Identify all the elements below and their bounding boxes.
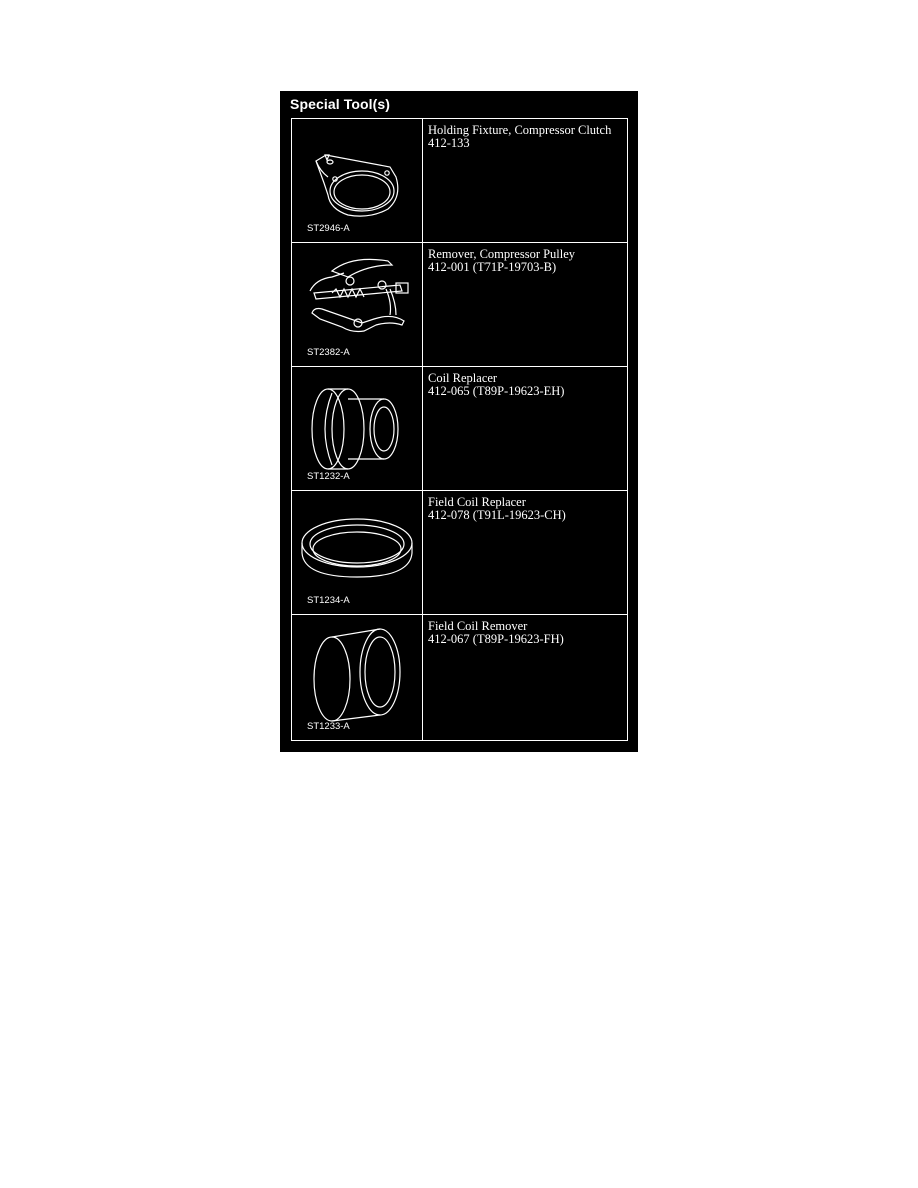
tool-image-cell — [292, 615, 423, 740]
tool-name: Remover, Compressor Pulley — [428, 247, 576, 261]
tool-part-number: 412-078 (T91L-19623-CH) — [428, 508, 566, 522]
panel-title: Special Tool(s) — [290, 96, 391, 112]
tool-row — [292, 243, 627, 367]
tool-code: ST1232-A — [307, 471, 350, 482]
tool-image-cell — [292, 367, 423, 490]
tool-description — [428, 496, 623, 522]
tool-name: Field Coil Replacer — [428, 495, 526, 509]
tool-description — [428, 372, 623, 398]
tool-code: ST2382-A — [307, 347, 350, 358]
tool-description — [428, 620, 623, 646]
tool-image-cell — [292, 491, 423, 614]
tool-part-number: 412-065 (T89P-19623-EH) — [428, 384, 565, 398]
tools-table — [291, 118, 628, 741]
tool-description — [428, 248, 623, 274]
tool-code: ST1234-A — [307, 595, 350, 606]
tool-name: Holding Fixture, Compressor Clutch — [428, 123, 612, 137]
tool-part-number: 412-067 (T89P-19623-FH) — [428, 632, 564, 646]
tool-image-cell — [292, 243, 423, 366]
tool-description — [428, 124, 623, 150]
tool-row — [292, 119, 627, 243]
tool-name: Coil Replacer — [428, 371, 498, 385]
tool-part-number: 412-001 (T71P-19703-B) — [428, 260, 557, 274]
tool-image-cell — [292, 119, 423, 242]
tool-code: ST1233-A — [307, 721, 350, 732]
tool-code: ST2946-A — [307, 223, 350, 234]
tool-part-number: 412-133 — [428, 136, 470, 150]
special-tools-panel — [280, 91, 638, 752]
tool-row — [292, 491, 627, 615]
tool-row — [292, 615, 627, 740]
tool-row — [292, 367, 627, 491]
tool-name: Field Coil Remover — [428, 619, 528, 633]
